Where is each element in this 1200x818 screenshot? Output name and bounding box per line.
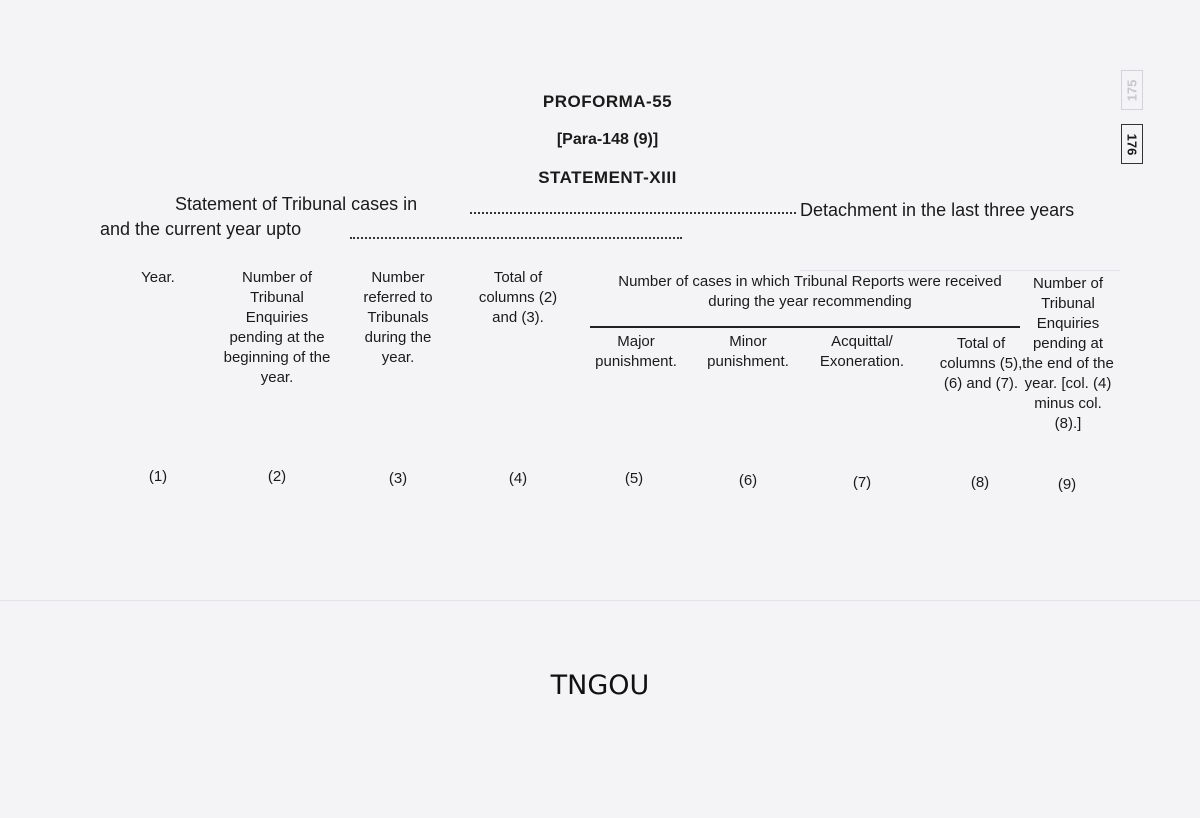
column-number: (5) <box>624 470 644 487</box>
column-heading-total-2-3: Total of columns (2) and (3). <box>478 269 558 326</box>
column-heading-pending-beginning: Number of Tribunal Enquiries pending at the beginning of the year. <box>223 269 331 386</box>
column-heading-pending-end: Number of Tribunal Enquiries pending at the end of the year. [col. (4) minus col. (8).] <box>1022 275 1114 432</box>
column-heading-acquittal: Acquittal/ Exoneration. <box>819 333 905 370</box>
group-heading-reports: Number of cases in which Tribunal Reports were received during the year recommending <box>618 273 1002 310</box>
reverse-side-rule <box>800 270 1120 271</box>
column-heading-total-5-6-7: Total of columns (5), (6) and (7). <box>939 335 1023 392</box>
para-reference: [Para-148 (9)] <box>556 131 659 148</box>
statement-title: STATEMENT-XIII <box>538 168 677 187</box>
statement-line-start: Statement of Tribunal cases in <box>175 194 418 214</box>
column-heading-year: Year. <box>141 269 175 286</box>
column-heading-referred: Number referred to Tribunals during the year. <box>363 269 433 366</box>
column-heading-minor: Minor punishment. <box>707 333 789 370</box>
column-number: (4) <box>508 470 528 487</box>
column-heading-major: Major punishment. <box>595 333 677 370</box>
column-number: (1) <box>148 468 168 485</box>
column-number: (9) <box>1057 476 1077 493</box>
column-number: (7) <box>852 474 872 491</box>
statement-line-second: and the current year upto <box>100 219 302 239</box>
watermark-text: TNGOU <box>550 670 650 701</box>
blank-line <box>350 237 682 239</box>
group-divider <box>590 326 1020 328</box>
reverse-side-rule <box>0 600 1200 601</box>
column-number: (6) <box>738 472 758 489</box>
column-number: (3) <box>388 470 408 487</box>
proforma-title: PROFORMA-55 <box>542 92 673 111</box>
page-number: 176 <box>1121 124 1143 164</box>
statement-line-end: Detachment in the last three years <box>800 200 1075 220</box>
column-number: (8) <box>970 474 990 491</box>
blank-line <box>470 212 796 214</box>
column-number: (2) <box>267 468 287 485</box>
reverse-page-number: 175 <box>1121 70 1143 110</box>
